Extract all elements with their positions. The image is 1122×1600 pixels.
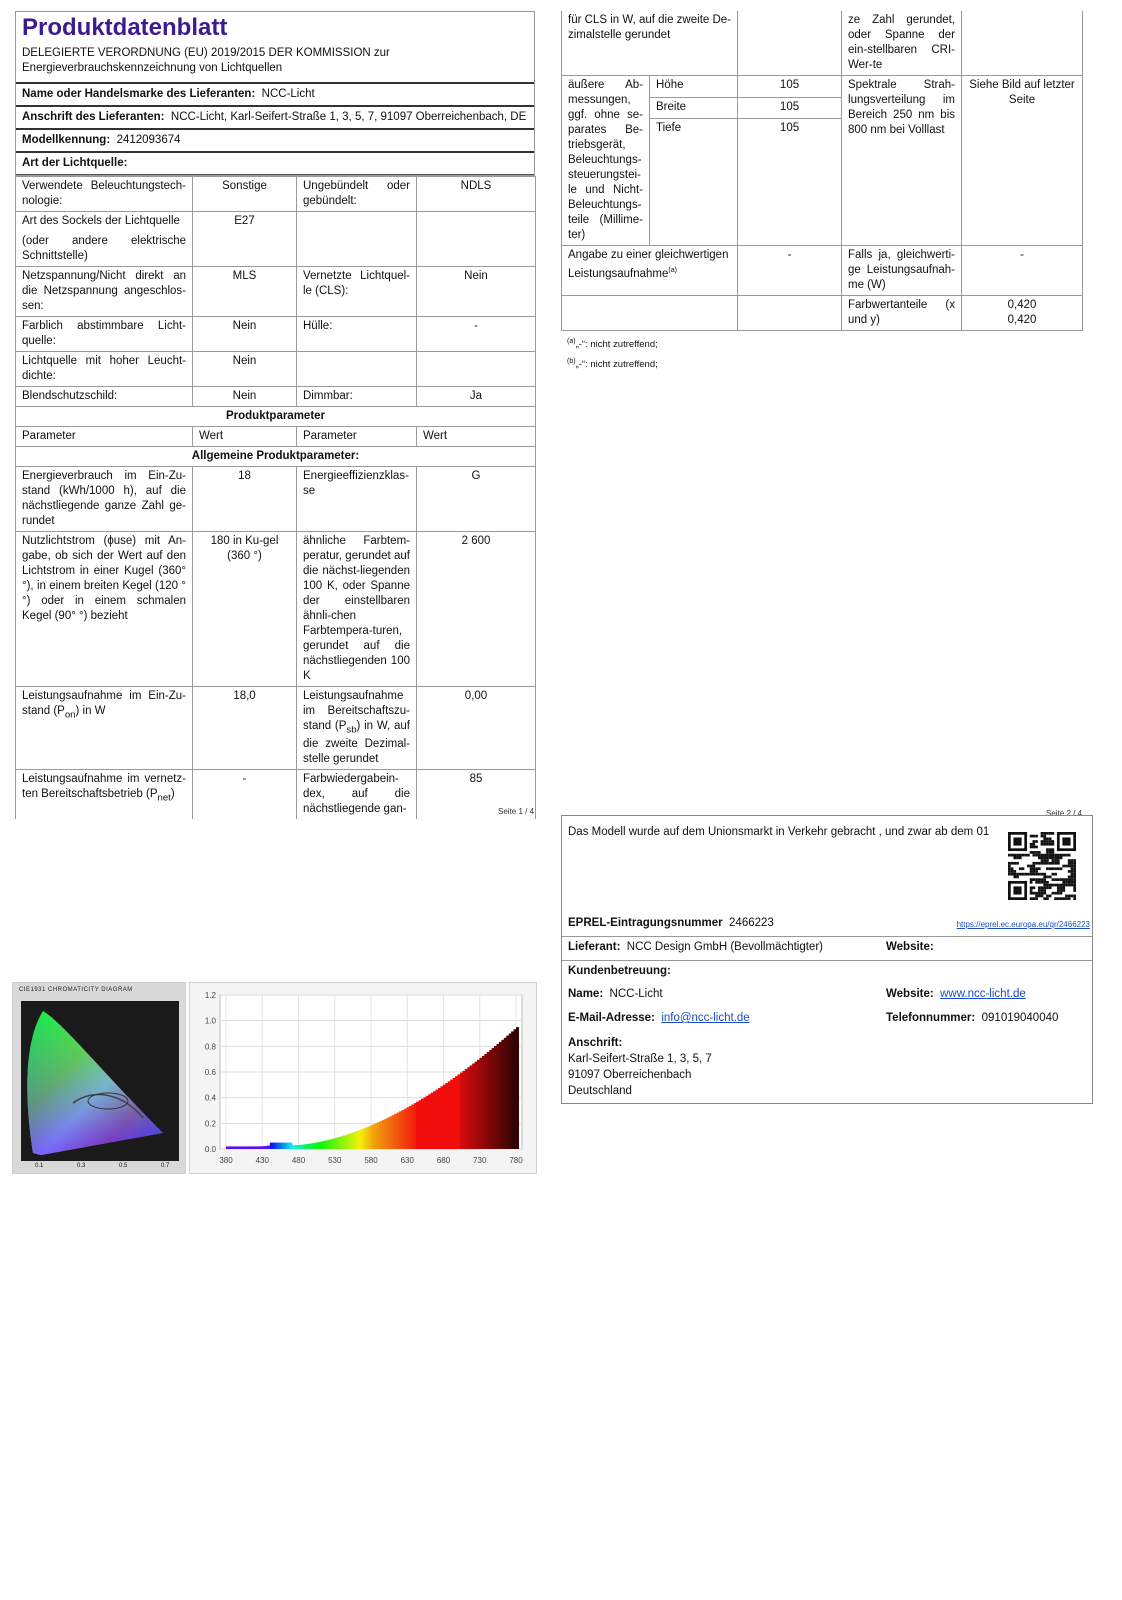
supplier-row: Name oder Handelsmarke des Lieferanten: NCC-Licht xyxy=(16,82,534,105)
table-row: äußere Ab-messungen, ggf. ohne se-parates Be-triebsgerät, Beleuchtungs-steuerungstei-le und Nicht-Beleuchtungs-teile (Millime-ter) Höhe 105 Spektrale Strah-lungsverteilung im Bereich 250 nm bis 800 nm bei Volllast Siehe Bild auf letzter Seite xyxy=(562,76,1083,98)
cie-x-tick: 0.7 xyxy=(161,1163,170,1169)
table-row: Farbwertanteile (x und y) 0,420 0,420 xyxy=(562,296,1083,331)
table-row: Angabe zu einer gleichwertigen Leistungsaufnahme$^{(a)}$ - Falls ja, gleichwerti-ge Leistungsaufnah-me (W) - xyxy=(562,246,1083,296)
product-table-continued xyxy=(561,11,1083,331)
page-2 xyxy=(561,11,1082,373)
spd-chart-svg xyxy=(190,983,536,1173)
column-header-row: Parameter Wert Parameter Wert xyxy=(16,427,536,447)
model-row: Modellkennung: 2412093674 xyxy=(16,128,534,151)
page-number-1: Seite 1 / 4 xyxy=(498,807,535,816)
website2-row: Website: www.ncc-licht.de xyxy=(886,988,1026,1000)
table-row: Verwendete Beleuchtungstech-nologie: Sonstige Ungebündelt oder gebündelt: NDLS xyxy=(16,177,536,212)
page-3 xyxy=(561,815,1093,1104)
page1-header xyxy=(15,11,535,176)
footnote-b: $^{(b)}$„-“: nicht zutreffend; xyxy=(567,358,658,371)
phone-row: Telefonnummer: 091019040040 xyxy=(886,1012,1059,1024)
cie-diagram xyxy=(12,982,186,1174)
section-header: Allgemeine Produktparameter: xyxy=(16,447,536,467)
spd-y-tick: 1.2 xyxy=(204,991,216,1000)
spd-x-tick: 380 xyxy=(219,1156,233,1165)
market-text: Das Modell wurde auf dem Unionsmarkt in Verkehr gebracht , und zwar ab dem 01 xyxy=(568,826,990,838)
product-table xyxy=(15,176,536,819)
spd-x-tick: 430 xyxy=(255,1156,269,1165)
supplier-row: Lieferant: NCC Design GmbH (Bevollmächtigter) xyxy=(568,941,823,953)
cie-x-ticks xyxy=(13,1163,185,1173)
page-1 xyxy=(15,11,535,819)
table-row: Nutzlichtstrom (ϕuse) mit An-gabe, ob sich der Wert auf den Lichtstrom in einer Kugel (360° °), in einem breiten Kegel (120 °°) oder in einem schmalen Kegel (90° °) bezieht 180 in Ku-gel (360 °) ähnliche Farbtem-peratur, gerundet auf die nächst-liegenden 100 K, oder Spanne der einstellbaren ähnli-chen Farbtempera-turen, gerundet auf die nächstliegenden 100 K 2 600 xyxy=(16,532,536,687)
spd-x-tick: 630 xyxy=(400,1156,414,1165)
spd-x-tick: 580 xyxy=(364,1156,378,1165)
website-label: Website: xyxy=(886,941,934,953)
website-link[interactable]: www.ncc-licht.de xyxy=(940,988,1026,1000)
email-row: E-Mail-Adresse: info@ncc-licht.de xyxy=(568,1012,750,1024)
regulation-text: DELEGIERTE VERORDNUNG (EU) 2019/2015 DER KOMMISSION zur Energieverbrauchskennzeichnung von Lichtquellen xyxy=(22,47,390,74)
spd-y-tick: 0.0 xyxy=(204,1145,216,1154)
cie-x-tick: 0.5 xyxy=(119,1163,128,1169)
cie-x-tick: 0.3 xyxy=(77,1163,86,1169)
spd-y-tick: 0.4 xyxy=(204,1093,216,1103)
footnote-a: $^{(a)}$„-“: nicht zutreffend; xyxy=(567,338,658,351)
spd-x-tick: 780 xyxy=(509,1156,523,1165)
footnotes xyxy=(561,333,1082,373)
table-row: Lichtquelle mit hoher Leucht-dichte: Nein xyxy=(16,352,536,387)
spd-chart xyxy=(189,982,537,1174)
eprel-row: EPREL-Eintragungsnummer 2466223 xyxy=(568,917,774,929)
table-row: Art des Sockels der Lichtquelle (oder andere elektrische Schnittstelle) E27 xyxy=(16,212,536,267)
page-title: Produktdatenblatt xyxy=(22,14,228,41)
support-label: Kundenbetreuung: xyxy=(568,965,671,977)
cie-title: CIE1931 CHROMATICITY DIAGRAM xyxy=(19,987,133,993)
spd-x-tick: 680 xyxy=(436,1156,451,1165)
spd-y-tick: 0.2 xyxy=(204,1119,216,1129)
table-row: Tiefe 105 xyxy=(562,119,1083,246)
section-header: Produktparameter xyxy=(16,407,536,427)
cie-x-tick: 0.1 xyxy=(35,1163,44,1169)
table-row: Farblich abstimmbare Licht-quelle: Nein Hülle: - xyxy=(16,317,536,352)
spd-x-tick: 480 xyxy=(291,1156,306,1165)
spd-y-tick: 0.6 xyxy=(204,1068,216,1077)
table-row: Blendschutzschild: Nein Dimmbar: Ja xyxy=(16,387,536,407)
qr-code-icon[interactable] xyxy=(1008,832,1076,900)
cie-chart-icon xyxy=(13,983,185,1173)
spd-y-tick: 1.0 xyxy=(204,1016,216,1026)
table-row: Netzspannung/Nicht direkt an die Netzspannung angeschlos-sen: MLS Vernetzte Lichtquel-le (CLS): Nein xyxy=(16,267,536,317)
spd-x-tick: 730 xyxy=(473,1156,487,1165)
address-row: Anschrift des Lieferanten: NCC-Licht, Karl-Seifert-Straße 1, 3, 5, 7, 91097 Oberreichenbach, DE xyxy=(16,105,534,128)
name-row: Name: NCC-Licht xyxy=(568,988,663,1000)
type-row: Art der Lichtquelle: xyxy=(16,151,534,175)
table-row: Leistungsaufnahme im Ein-Zu-stand $(P_{on})$ in W 18,0 Leistungsaufnahme im Bereitschaftszu-stand $(P_{sb})$ in W, auf die zweite Dezimal-stelle gerundet 0,00 xyxy=(16,687,536,770)
table-row: Energieverbrauch im Ein-Zu-stand (kWh/1000 h), auf die nächstliegende ganze Zahl ge-rundet 18 Energieeffizienzklas-se G xyxy=(16,467,536,532)
table-row: Leistungsaufnahme im vernetz-ten Bereitschaftsbetrieb $(P_{net})$ - Farbwiedergabein-dex, auf die nächstliegende gan- 85 xyxy=(16,770,536,820)
address-block: Anschrift: Karl-Seifert-Straße 1, 3, 5, 7 91097 Oberreichenbach Deutschland xyxy=(568,1037,712,1097)
eprel-link[interactable]: https://eprel.ec.europa.eu/qr/2466223 xyxy=(956,920,1090,929)
spd-y-tick: 0.8 xyxy=(204,1042,216,1052)
spd-bar xyxy=(516,1027,519,1149)
page-number-2: Seite 2 / 4 xyxy=(1046,809,1083,815)
spd-x-tick: 530 xyxy=(328,1156,342,1165)
email-link[interactable]: info@ncc-licht.de xyxy=(661,1012,750,1024)
table-row: für CLS in W, auf die zweite De-zimalstelle gerundet ze Zahl gerundet, oder Spanne der ein-stellbaren CRI-Wer-te xyxy=(562,11,1083,76)
table-row: Breite 105 xyxy=(562,97,1083,119)
